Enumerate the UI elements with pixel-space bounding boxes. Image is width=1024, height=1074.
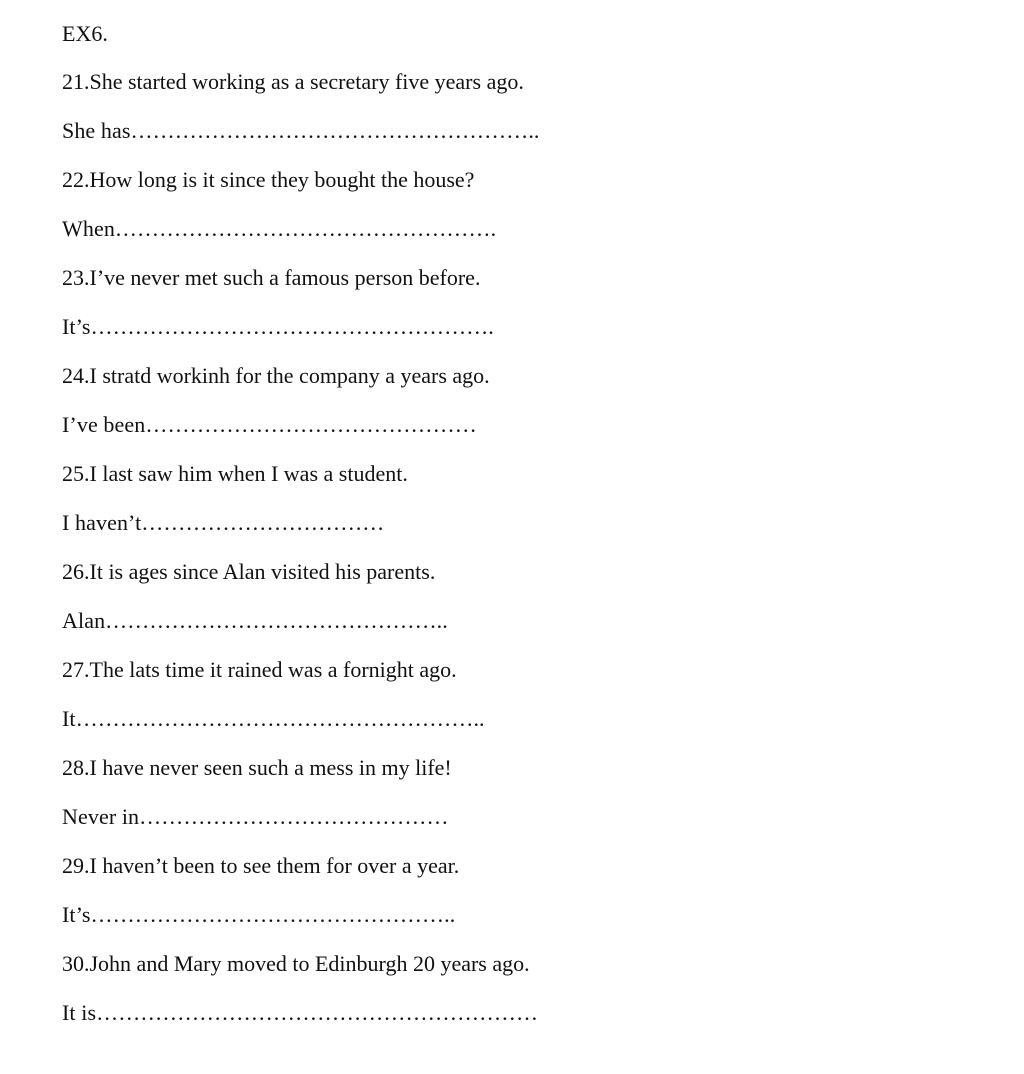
answer-prompt-27: It……………………………………………….. — [62, 706, 485, 731]
answer-prompt-29: It’s………………………………………….. — [62, 902, 456, 927]
sentence-29: 29.I haven’t been to see them for over a year. — [62, 853, 460, 878]
sentence-25: 25.I last saw him when I was a student. — [62, 461, 408, 486]
answer-prompt-26: Alan……………………………………….. — [62, 608, 448, 633]
answer-prompt-22: When……………………………………………. — [62, 216, 497, 241]
sentence-22: 22.How long is it since they bought the house? — [62, 167, 475, 192]
answer-prompt-21: She has……………………………………………….. — [62, 118, 540, 143]
answer-prompt-30: It is…………………………………………………… — [62, 1000, 539, 1025]
sentence-24: 24.I stratd workinh for the company a years ago. — [62, 363, 490, 388]
sentence-28: 28.I have never seen such a mess in my life! — [62, 755, 452, 780]
answer-prompt-28: Never in…………………………………… — [62, 804, 449, 829]
sentence-23: 23.I’ve never met such a famous person before. — [62, 265, 481, 290]
sentence-26: 26.It is ages since Alan visited his parents. — [62, 559, 436, 584]
answer-prompt-24: I’ve been……………………………………… — [62, 412, 477, 437]
sentence-30: 30.John and Mary moved to Edinburgh 20 years ago. — [62, 951, 530, 976]
exercise-title: EX6. — [62, 21, 108, 46]
worksheet-page — [62, 18, 962, 1046]
sentence-21: 21.She started working as a secretary five years ago. — [62, 69, 524, 94]
answer-prompt-25: I haven’t…………………………… — [62, 510, 385, 535]
answer-prompt-23: It’s………………………………………………. — [62, 314, 494, 339]
sentence-27: 27.The lats time it rained was a fornight ago. — [62, 657, 457, 682]
